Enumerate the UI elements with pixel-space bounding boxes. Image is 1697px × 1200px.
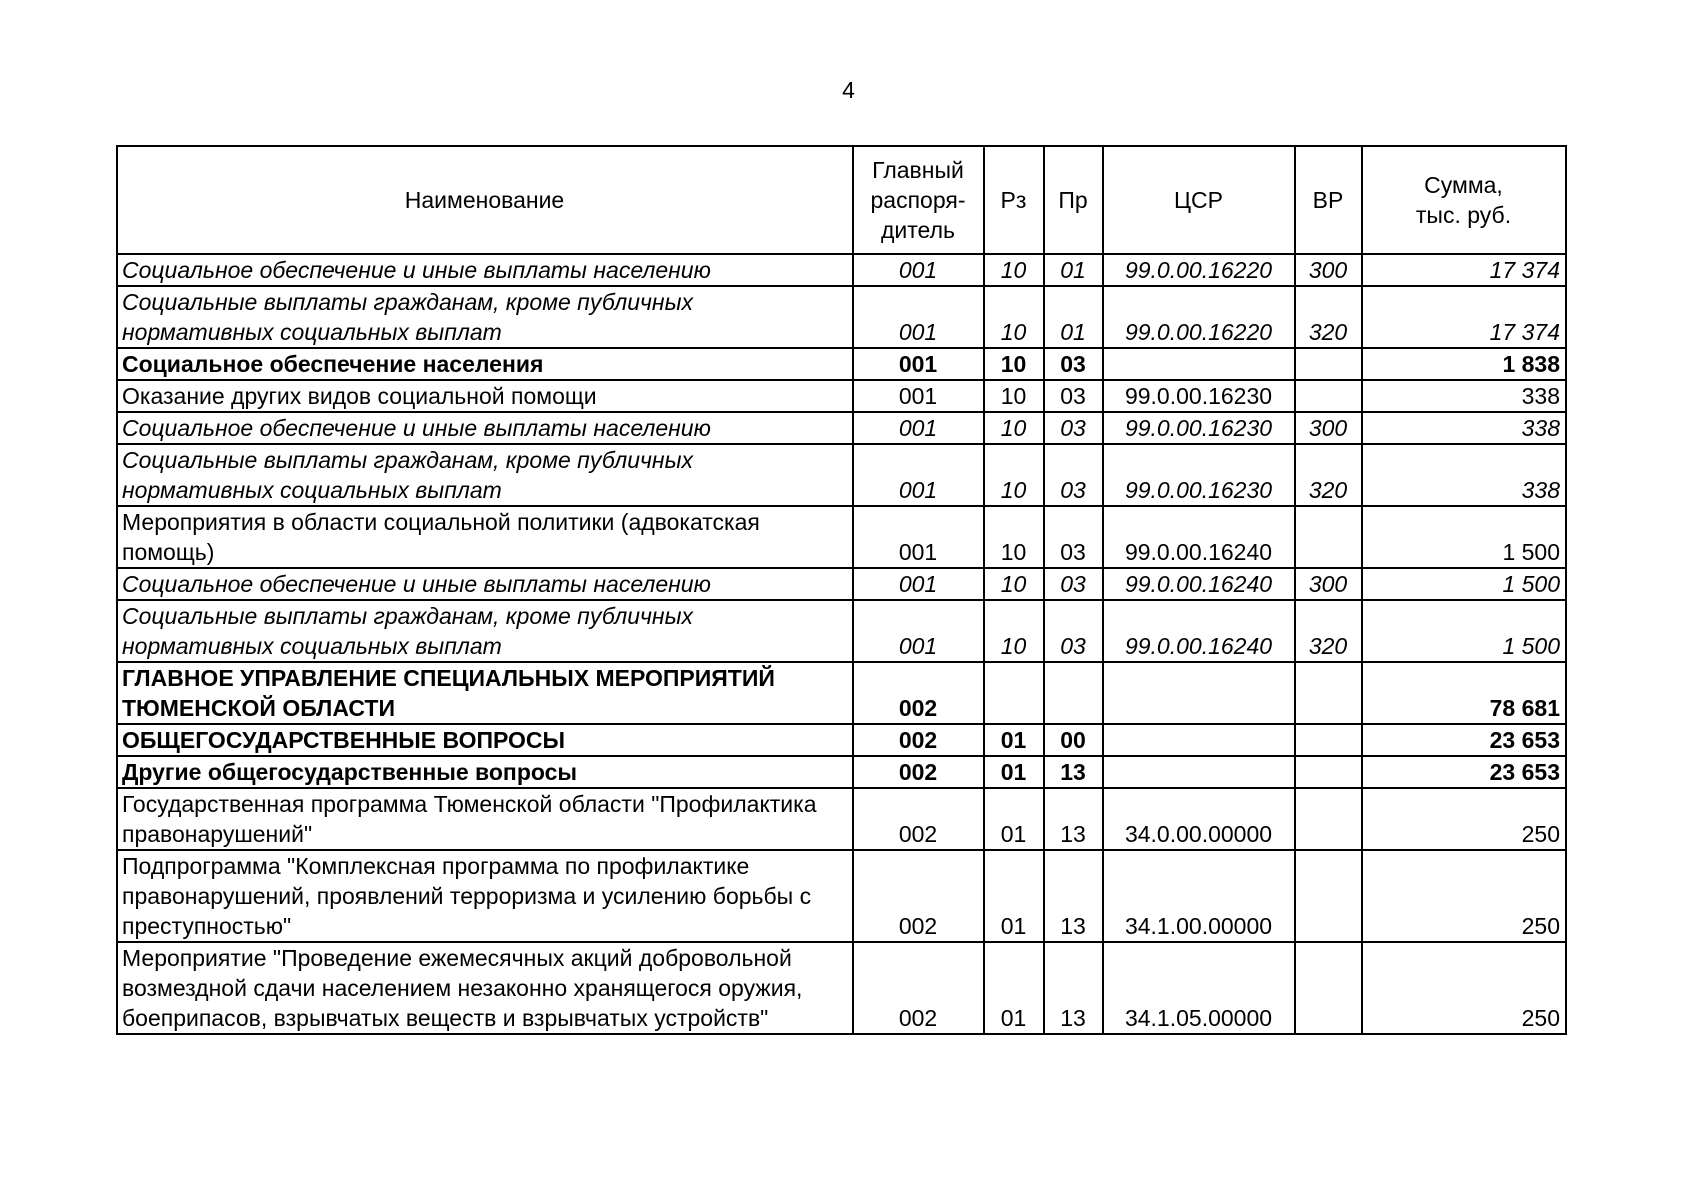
cell-name: Другие общегосударственные вопросы	[117, 756, 853, 788]
cell-vr: 320	[1295, 600, 1362, 662]
table-body	[117, 254, 1566, 1034]
cell-vr	[1295, 942, 1362, 1034]
cell-pr: 03	[1044, 568, 1103, 600]
cell-csr: 99.0.00.16240	[1103, 568, 1295, 600]
cell-csr: 99.0.00.16230	[1103, 444, 1295, 506]
cell-csr: 34.1.05.00000	[1103, 942, 1295, 1034]
cell-rz: 01	[984, 942, 1044, 1034]
header-manager	[853, 146, 984, 254]
cell-csr	[1103, 662, 1295, 724]
table-row	[117, 850, 1566, 942]
cell-name: Социальное обеспечение и иные выплаты населению	[117, 568, 853, 600]
cell-name: Социальные выплаты гражданам, кроме публичных нормативных социальных выплат	[117, 444, 853, 506]
cell-rz: 10	[984, 506, 1044, 568]
cell-vr	[1295, 506, 1362, 568]
cell-manager: 001	[853, 568, 984, 600]
cell-pr: 13	[1044, 756, 1103, 788]
cell-sum: 1 838	[1362, 348, 1566, 380]
cell-sum: 1 500	[1362, 600, 1566, 662]
cell-rz	[984, 662, 1044, 724]
cell-rz: 10	[984, 568, 1044, 600]
cell-manager: 002	[853, 724, 984, 756]
header-vr: ВР	[1295, 146, 1362, 254]
header-sum-line: Сумма,	[1424, 172, 1503, 198]
cell-manager: 001	[853, 380, 984, 412]
cell-rz: 10	[984, 444, 1044, 506]
cell-rz: 10	[984, 600, 1044, 662]
cell-manager: 001	[853, 506, 984, 568]
cell-name: Социальное обеспечение и иные выплаты населению	[117, 412, 853, 444]
table-row	[117, 254, 1566, 286]
table-row	[117, 506, 1566, 568]
header-sum	[1362, 146, 1566, 254]
cell-name: Социальное обеспечение и иные выплаты населению	[117, 254, 853, 286]
table-row	[117, 662, 1566, 724]
cell-rz: 01	[984, 756, 1044, 788]
cell-name: Мероприятия в области социальной политики (адвокатская помощь)	[117, 506, 853, 568]
cell-vr	[1295, 850, 1362, 942]
cell-name: Мероприятие "Проведение ежемесячных акций добровольной возмездной сдачи населением незаконно хранящегося оружия, боеприпасов, взрывчатых веществ и взрывчатых устройств"	[117, 942, 853, 1034]
cell-csr: 99.0.00.16230	[1103, 380, 1295, 412]
cell-pr: 03	[1044, 380, 1103, 412]
header-manager-line: дитель	[881, 217, 955, 243]
cell-manager: 001	[853, 600, 984, 662]
cell-manager: 001	[853, 444, 984, 506]
cell-sum: 250	[1362, 850, 1566, 942]
cell-vr: 300	[1295, 568, 1362, 600]
cell-sum: 23 653	[1362, 756, 1566, 788]
cell-rz: 10	[984, 254, 1044, 286]
cell-csr: 99.0.00.16220	[1103, 254, 1295, 286]
cell-manager: 002	[853, 756, 984, 788]
header-pr: Пр	[1044, 146, 1103, 254]
cell-vr	[1295, 348, 1362, 380]
header-manager-line: Главный	[872, 157, 964, 183]
cell-csr: 99.0.00.16220	[1103, 286, 1295, 348]
cell-rz: 01	[984, 724, 1044, 756]
cell-vr: 300	[1295, 254, 1362, 286]
cell-name: Государственная программа Тюменской области "Профилактика правонарушений"	[117, 788, 853, 850]
table-row	[117, 380, 1566, 412]
cell-sum: 250	[1362, 942, 1566, 1034]
cell-pr: 03	[1044, 444, 1103, 506]
cell-vr	[1295, 788, 1362, 850]
cell-pr: 13	[1044, 942, 1103, 1034]
cell-name: Социальные выплаты гражданам, кроме публичных нормативных социальных выплат	[117, 600, 853, 662]
table-header	[117, 146, 1566, 254]
header-name: Наименование	[117, 146, 853, 254]
cell-manager: 002	[853, 788, 984, 850]
header-rz: Рз	[984, 146, 1044, 254]
cell-vr	[1295, 724, 1362, 756]
table-row	[117, 788, 1566, 850]
table-row	[117, 600, 1566, 662]
cell-sum: 1 500	[1362, 506, 1566, 568]
table-row	[117, 568, 1566, 600]
cell-rz: 10	[984, 348, 1044, 380]
cell-rz: 01	[984, 788, 1044, 850]
table-row	[117, 942, 1566, 1034]
cell-vr	[1295, 662, 1362, 724]
cell-name: Социальное обеспечение населения	[117, 348, 853, 380]
table-row	[117, 348, 1566, 380]
cell-name: Оказание других видов социальной помощи	[117, 380, 853, 412]
cell-pr: 00	[1044, 724, 1103, 756]
cell-manager: 002	[853, 850, 984, 942]
cell-csr	[1103, 724, 1295, 756]
header-manager-line: распоря-	[870, 187, 966, 213]
page-number: 4	[842, 77, 855, 103]
cell-csr	[1103, 756, 1295, 788]
cell-name: ОБЩЕГОСУДАРСТВЕННЫЕ ВОПРОСЫ	[117, 724, 853, 756]
cell-pr: 13	[1044, 850, 1103, 942]
cell-sum: 17 374	[1362, 286, 1566, 348]
cell-sum: 17 374	[1362, 254, 1566, 286]
cell-vr	[1295, 380, 1362, 412]
cell-pr: 03	[1044, 506, 1103, 568]
cell-name: Социальные выплаты гражданам, кроме публичных нормативных социальных выплат	[117, 286, 853, 348]
cell-sum: 338	[1362, 412, 1566, 444]
table-row	[117, 286, 1566, 348]
cell-manager: 001	[853, 286, 984, 348]
cell-vr: 300	[1295, 412, 1362, 444]
cell-pr: 03	[1044, 348, 1103, 380]
cell-vr: 320	[1295, 444, 1362, 506]
cell-rz: 10	[984, 412, 1044, 444]
cell-csr: 99.0.00.16240	[1103, 600, 1295, 662]
table-row	[117, 444, 1566, 506]
cell-sum: 338	[1362, 444, 1566, 506]
table-row	[117, 756, 1566, 788]
cell-manager: 001	[853, 412, 984, 444]
cell-manager: 001	[853, 348, 984, 380]
cell-name: Подпрограмма "Комплексная программа по профилактике правонарушений, проявлений терроризма и усилению борьбы с преступностью"	[117, 850, 853, 942]
cell-sum: 338	[1362, 380, 1566, 412]
cell-pr: 03	[1044, 412, 1103, 444]
cell-manager: 002	[853, 662, 984, 724]
cell-rz: 10	[984, 286, 1044, 348]
cell-csr: 34.1.00.00000	[1103, 850, 1295, 942]
cell-name: ГЛАВНОЕ УПРАВЛЕНИЕ СПЕЦИАЛЬНЫХ МЕРОПРИЯТИЙ ТЮМЕНСКОЙ ОБЛАСТИ	[117, 662, 853, 724]
header-sum-line: тыс. руб.	[1415, 202, 1512, 228]
table-row	[117, 724, 1566, 756]
cell-csr: 99.0.00.16230	[1103, 412, 1295, 444]
cell-sum: 250	[1362, 788, 1566, 850]
cell-rz: 01	[984, 850, 1044, 942]
cell-sum: 78 681	[1362, 662, 1566, 724]
cell-vr: 320	[1295, 286, 1362, 348]
cell-sum: 1 500	[1362, 568, 1566, 600]
cell-manager: 001	[853, 254, 984, 286]
cell-pr: 03	[1044, 600, 1103, 662]
cell-rz: 10	[984, 380, 1044, 412]
cell-pr	[1044, 662, 1103, 724]
header-row	[117, 146, 1566, 254]
budget-table	[116, 145, 1567, 1035]
cell-sum: 23 653	[1362, 724, 1566, 756]
header-csr: ЦСР	[1103, 146, 1295, 254]
cell-pr: 01	[1044, 254, 1103, 286]
cell-pr: 01	[1044, 286, 1103, 348]
cell-vr	[1295, 756, 1362, 788]
cell-csr: 99.0.00.16240	[1103, 506, 1295, 568]
cell-csr: 34.0.00.00000	[1103, 788, 1295, 850]
table-row	[117, 412, 1566, 444]
cell-manager: 002	[853, 942, 984, 1034]
cell-csr	[1103, 348, 1295, 380]
cell-pr: 13	[1044, 788, 1103, 850]
